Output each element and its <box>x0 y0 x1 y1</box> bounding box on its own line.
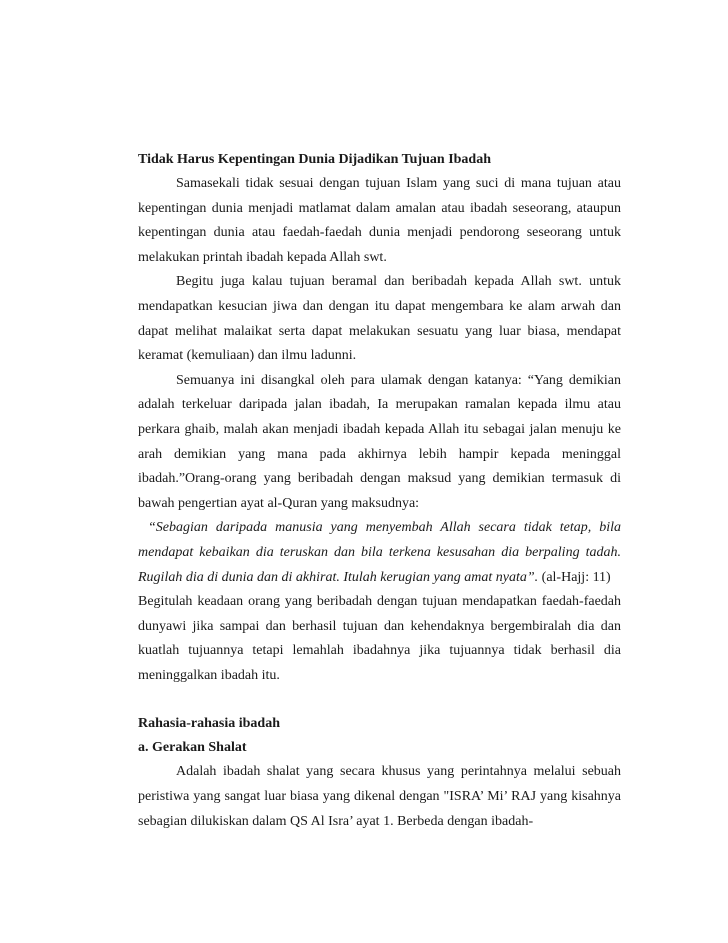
quote-reference: (al-Hajj: 11) <box>538 569 611 585</box>
section-title: Rahasia-rahasia ibadah <box>138 716 280 732</box>
quote-text: “Sebagian daripada manusia yang menyembah Allah secara tidak tetap, bila mendapat kebaikan dia teruskan dan bila terkena kesusahan dia berpaling tadah. Rugilah dia di dunia dan di akhirat. Itulah kerugian yang amat nyata”. <box>138 520 621 585</box>
paragraph: Samasekali tidak sesuai dengan tujuan Islam yang suci di mana tujuan atau kepentingan dunia menjadi matlamat dalam amalan atau ibadah seseorang, ataupun kepentingan dunia atau faedah-faedah dunia menjadi pendorong seseorang untuk melakukan printah ibadah kepada Allah swt. <box>138 176 621 265</box>
document-page <box>138 148 621 834</box>
paragraph: Adalah ibadah shalat yang secara khusus yang perintahnya melalui sebuah peristiwa yang sangat luar biasa yang dikenal dengan "ISRA’ Mi’ RAJ yang kisahnya sebagian dilukiskan dalam QS Al Isra’ ayat 1. Berbeda dengan ibadah- <box>138 764 621 829</box>
subsection-title: a. Gerakan Shalat <box>138 740 247 756</box>
spacer <box>138 688 621 712</box>
section-title: Tidak Harus Kepentingan Dunia Dijadikan Tujuan Ibadah <box>138 152 492 167</box>
paragraph: Begitu juga kalau tujuan beramal dan beribadah kepada Allah swt. untuk mendapatkan kesucian jiwa dan dengan itu dapat mengembara ke alam arwah dan dapat melihat malaikat serta dapat melakukan sesuatu yang luar biasa, mendapat keramat (kemuliaan) dan ilmu ladunni. <box>138 274 621 364</box>
paragraph: Semuanya ini disangkal oleh para ulamak dengan katanya: “Yang demikian adalah terkeluar daripada jalan ibadah, Ia merupakan ramalan kepada ilmu atau perkara ghaib, malah akan menjadi ibadah kepada Allah itu sebagai jalan menuju ke arah demikian yang mana pada akhirnya lebih hampir kepada meninggal ibadah.”Orang-orang yang beribadah dengan maksud yang demikian termasuk di bawah pengertian ayat al-Quran yang maksudnya: <box>138 372 621 511</box>
paragraph: Begitulah keadaan orang yang beribadah dengan tujuan mendapatkan faedah-faedah dunyawi jika sampai dan berhasil tujuan dan kehendaknya bergembiralah dia dan kuatlah tujuannya tetapi lemahlah ibadahnya jika tujuannya tidak berhasil dia meninggalkan ibadah itu. <box>138 594 621 683</box>
quran-quote <box>138 516 621 590</box>
